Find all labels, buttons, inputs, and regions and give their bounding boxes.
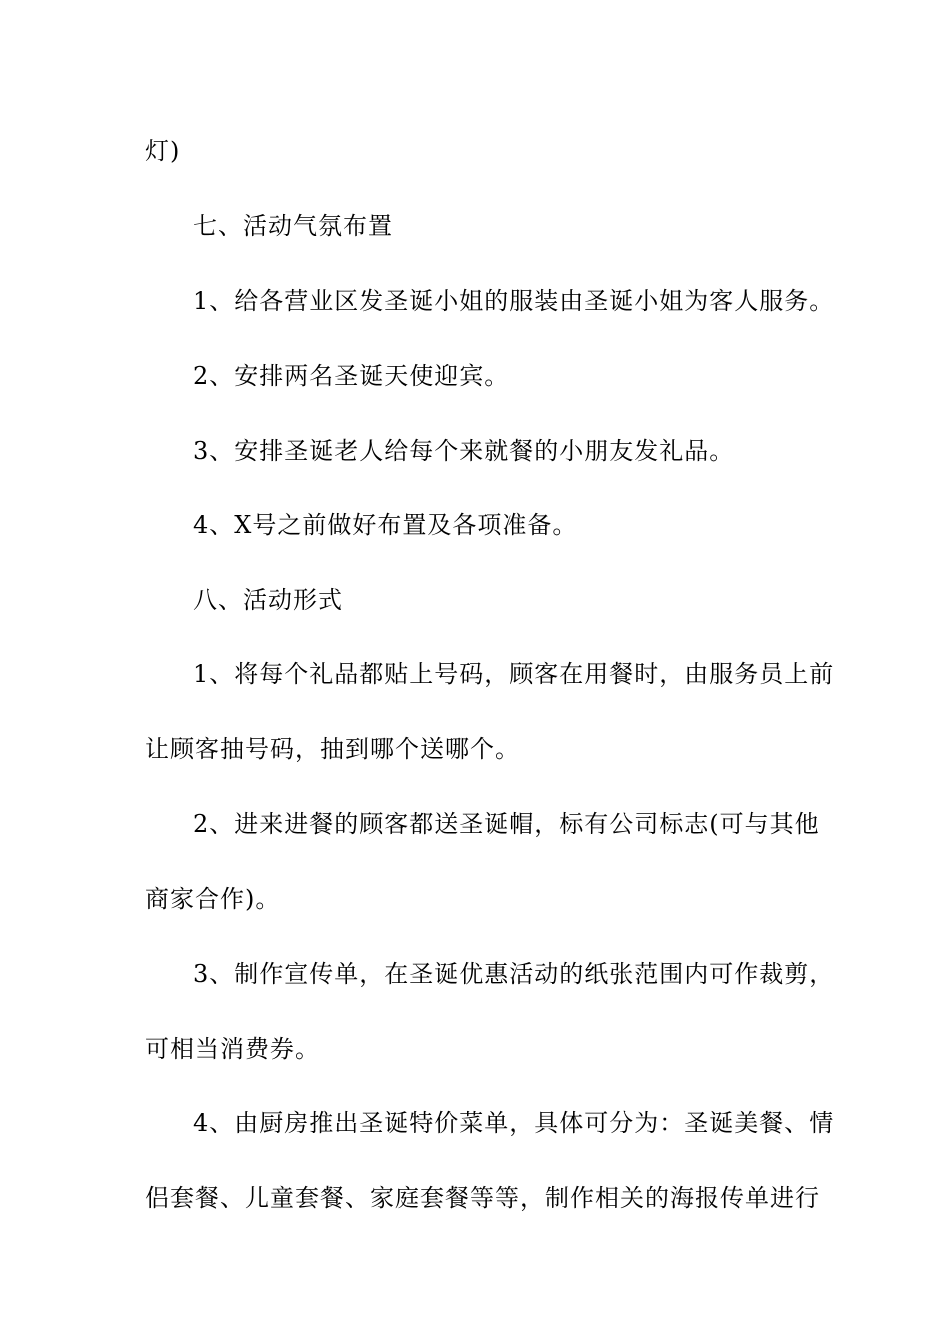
text-line [0,131,950,171]
text-line-content: 让顾客抽号码，抽到哪个送哪个。 [145,735,520,763]
section-heading [0,206,950,246]
text-line-content: 3、制作宣传单，在圣诞优惠活动的纸张范围内可作裁剪， [193,960,835,988]
section-heading-text: 七、活动气氛布置 [193,212,393,240]
text-line [0,654,950,694]
text-line [0,431,950,471]
section-heading [0,580,950,620]
text-line [0,281,950,321]
text-line-content: 1、将每个礼品都贴上号码，顾客在用餐时，由服务员上前 [193,660,835,688]
text-line [0,954,950,994]
text-line [0,1178,950,1218]
section-heading-text: 八、活动形式 [193,586,343,614]
text-line-content: 商家合作)。 [145,885,281,913]
text-line [0,1029,950,1069]
text-line-content: 灯) [145,137,181,165]
text-line-content: 2、安排两名圣诞天使迎宾。 [193,362,510,390]
text-line-content: 侣套餐、儿童套餐、家庭套餐等等，制作相关的海报传单进行 [145,1184,820,1212]
text-line [0,729,950,769]
text-line [0,505,950,545]
text-line [0,1103,950,1143]
text-line-content: 可相当消费券。 [145,1035,320,1063]
text-line-content: 4、X号之前做好布置及各项准备。 [193,511,578,539]
text-line [0,804,950,844]
text-line [0,356,950,396]
text-line-content: 2、进来进餐的顾客都送圣诞帽，标有公司标志(可与其他 [193,810,820,838]
text-line-content: 1、给各营业区发圣诞小姐的服装由圣诞小姐为客人服务。 [193,287,835,315]
text-line-content: 3、安排圣诞老人给每个来就餐的小朋友发礼品。 [193,437,735,465]
text-line [0,879,950,919]
text-line-content: 4、由厨房推出圣诞特价菜单，具体可分为：圣诞美餐、情 [193,1109,835,1137]
